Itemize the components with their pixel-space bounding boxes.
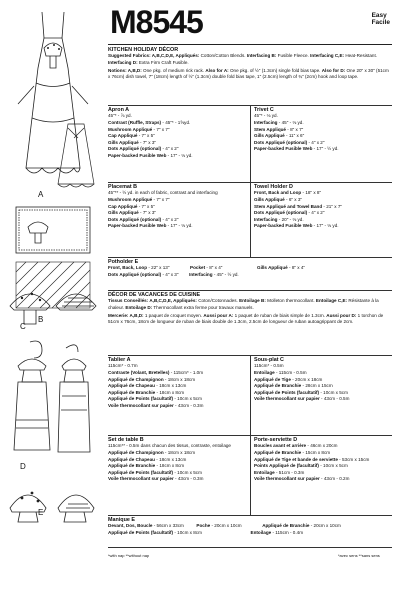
sous-plat-c-title: Sous-plat C xyxy=(254,357,284,363)
manique-e-section xyxy=(108,517,394,537)
yardage-line: 115cm* - 0.5m xyxy=(254,363,284,369)
set-de-table-b-title: Set de table B xyxy=(108,437,144,443)
trivet-c-title: Trivet C xyxy=(254,107,274,113)
yardage-line: Appliqué de Points (facultatif) - 10cm x 5cm xyxy=(108,396,202,402)
trivet-c-section xyxy=(254,107,394,153)
yardage-line: Appliqué de Tige - 20cm x 18cm xyxy=(254,376,323,382)
header-rule xyxy=(108,44,392,45)
yardage-line: Appliqué de Champignon - 18cm x 18cm xyxy=(108,450,196,455)
decor-tissus: Tissus Conseillés: A,B,C,D,E, Appliqués: Coton/Cotonnades. Entoilage B: Molleton thermocollant. Entoilage C,E: Résistante à la chaleur. Entoilage D: Thermocollant extra ferme pour travaux manuels. xyxy=(108,298,379,310)
column-divider xyxy=(250,105,251,257)
yardage-line: Gills Appliqué - 7" x 3" xyxy=(108,139,157,145)
apron-a-section xyxy=(108,107,248,159)
yardage-line: Dots Appliqué (optional) - 4" x 2" xyxy=(254,210,325,216)
sous-plat-c-section xyxy=(254,357,394,403)
yardage-line: Cap Appliqué - 7" x 5" xyxy=(108,203,155,209)
yardage-line: Gills Appliqué - 11" x 6" xyxy=(254,133,305,139)
decor-section xyxy=(108,292,392,326)
towel-holder-d-section xyxy=(254,184,394,230)
divider xyxy=(108,290,392,291)
yardage-line: Voile thermocollant sur papier - 43cm - 0.2m xyxy=(254,476,350,482)
kitchen-title: KITCHEN HOLIDAY DÉCOR xyxy=(108,47,179,53)
divider xyxy=(108,547,392,548)
yardage-line: Dots Appliqué (optional) - 4" x 2" xyxy=(108,216,179,222)
placemat-b-title: Placemat B xyxy=(108,184,138,190)
illustration-column xyxy=(0,0,105,600)
figure-label-c: C xyxy=(20,322,26,331)
footnote-en: *with nap **without nap xyxy=(108,553,150,558)
yardage-line: Appliqué de Points (facultatif) - 10cm x 5cm xyxy=(254,389,348,395)
yardage-line: Gills Appliqué - 7" x 3" xyxy=(108,210,157,216)
level-en: Easy xyxy=(371,12,387,19)
skill-level xyxy=(372,12,390,27)
yardage-line: Interfacing - 45" - ⅛ yd. xyxy=(254,120,304,125)
text-column xyxy=(108,0,396,600)
porte-serviette-d-section xyxy=(254,437,394,483)
potholder-e-title: Potholder E xyxy=(108,259,139,265)
decor-mercerie: Mercerie: A,B,D: 1 paquet de croquet moyen. Aussi pour A: 1 paquet de ruban de biais simple de 1.3cm. Aussi pour D: 1 torchon de 51cm x 76cm, 18cm de longueur de ruban de biais double de 1.3cm, 2.5cm de longueur de ruban autoagrippant de 2cm. xyxy=(108,312,384,325)
manique-e-title: Manique E xyxy=(108,517,135,523)
yardage-line: Contraste (Volant, Bretelles) - 115cm* - 1.0m xyxy=(108,370,204,375)
yardage-line: Points Appliqué de (facultatif) - 10cm x 5cm xyxy=(254,463,348,469)
apron-back-illustration xyxy=(52,120,100,190)
figure-label-b: B xyxy=(38,315,44,324)
yardage-line: 45"* - ⅛ yd. xyxy=(254,113,278,119)
kitchen-fabrics: Suggested Fabrics: A,B,C,D,E, Appliqués: Cotton/Cotton Blends. Interfacing B: Fusible Fleece. Interfacing C,E: Heat-Resistant. Interfacing D: Extra Firm Craft Fusible. xyxy=(108,53,377,65)
manique-row-1: Devant, Dos, Boucle - 56cm x 33cm Poche - 20cm x 10cm Appliqué de Branchie - 20cm x 10cm xyxy=(108,523,341,529)
yardage-line: 45"** - ½ yd. in each of fabric, contrast and interfacing xyxy=(108,190,218,196)
yardage-line: Appliqué de Champignon - 18cm x 18cm xyxy=(108,376,196,382)
apron-a-title: Apron A xyxy=(108,107,130,113)
yardage-line: Mushroom Appliqué - 7" x 7" xyxy=(108,126,170,132)
yardage-line: Paper-backed Fusible Web - 17" - ½ yd. xyxy=(254,146,339,152)
potholder-row-1: Front, Back, Loop - 22" x 13" Pocket - 8" x 4" Gills Appliqué - 8" x 4" xyxy=(108,265,306,271)
yardage-line: 115cm** - 0.5m dans chacun des tissus, contraste, entoilage xyxy=(108,443,231,449)
yardage-line: Dots Appliqué (optional) - 4" x 2" xyxy=(108,146,179,152)
manique-row-2: Appliqué de Points (facultatif) - 10cm x 8cm Entoilage - 115cm - 0.4m xyxy=(108,530,304,535)
potholder-row-2: Dots Appliqué (optional) - 4" x 3" Interfacing - 45" - ½ yd. xyxy=(108,272,239,277)
yardage-line: Appliqué de Tige et bande de serviette - 53cm x 15cm xyxy=(254,456,370,462)
potholder-illustration xyxy=(6,478,100,524)
yardage-line: Cap Appliqué - 7" x 5" xyxy=(108,133,155,139)
yardage-line: Gills Appliqué - 6" x 3" xyxy=(254,197,303,202)
figure-label-a: A xyxy=(38,190,44,199)
set-de-table-b-section xyxy=(108,437,248,483)
yardage-line: Appliqué de Points (facultatif) - 10cm x 5cm xyxy=(108,469,202,475)
yardage-line: 45"* - ⅞ yd. xyxy=(108,113,132,119)
yardage-line: Stem Appliqué - 8" x 7" xyxy=(254,126,304,132)
yardage-line: Appliqué de Branchie - 18cm x 8cm xyxy=(108,389,185,395)
yardage-line: Appliqué de Branchie - 15cm x 8cm xyxy=(254,450,331,455)
divider xyxy=(108,257,392,258)
yardage-line: Appliqué de Branchie - 18cm x 8cm xyxy=(108,463,185,469)
yardage-line: Front, Back and Loop - 18" x 8" xyxy=(254,190,322,196)
porte-serviette-d-title: Porte-serviette D xyxy=(254,437,298,443)
divider xyxy=(108,182,392,183)
yardage-line: Stem Appliqué and Towel Band - 21" x 7" xyxy=(254,203,343,209)
yardage-line: Appliqué de Chapeau - 18cm x 13cm xyxy=(108,383,187,389)
placemat-b-section xyxy=(108,184,248,230)
yardage-line: Appliqué de Chapeau - 18cm x 13cm xyxy=(108,456,187,462)
yardage-line: Contrast (Ruffle, Straps) - 45"* - 1⅝yd. xyxy=(108,120,191,125)
level-fr: Facile xyxy=(371,19,390,27)
kitchen-section xyxy=(108,47,392,81)
yardage-line: Entoilage - 51cm - 0.3m xyxy=(254,469,305,475)
yardage-line: Voile thermocollant sur papier - 43cm - 0.5m xyxy=(254,396,350,402)
yardage-line: Interfacing - 20" - ⅛ yd. xyxy=(254,216,304,222)
yardage-line: Voile thermocollant sur papier - 43cm - 0.3m xyxy=(108,402,204,408)
yardage-line: Paper-backed Fusible Web - 17" - ⅛ yd. xyxy=(254,223,339,229)
potholder-e-section xyxy=(108,259,394,279)
tablier-a-title: Tablier A xyxy=(108,357,131,363)
divider xyxy=(108,515,392,516)
decor-title: DÉCOR DE VACANCES DE CUISINE xyxy=(108,292,201,298)
trivet-illustration xyxy=(6,278,100,328)
towel-holder-illustration xyxy=(8,340,100,460)
pattern-number: M8545 xyxy=(110,4,203,40)
yardage-line: Paper-backed Fusible Web - 17" - ⅛ yd. xyxy=(108,152,193,158)
divider xyxy=(108,435,392,436)
yardage-line: Appliqué de Branchie - 28cm x 15cm xyxy=(254,383,333,389)
yardage-line: Boucles avant et arrière - 46cm x 20cm xyxy=(254,443,338,449)
figure-label-d: D xyxy=(20,462,26,471)
footnote-fr: *avec sens **sans sens xyxy=(338,553,380,558)
towel-holder-d-title: Towel Holder D xyxy=(254,184,293,190)
kitchen-notions: Notions: A,B,D: One pkg. of medium rick rack. Also for A: One pkg. of ½" (1.3cm) single fold bias tape. Also for D: One 20" x 30" (51cm x 76cm) dish towel, 7" (18cm) length of ½" (1.3cm) double fold bias tape, 1" (2.5cm) length of ¾" (2cm) hook and loop tape. xyxy=(108,67,389,80)
yardage-line: Paper-backed Fusible Web - 17" - ⅛ yd. xyxy=(108,223,193,229)
tablier-a-section xyxy=(108,357,248,409)
placemat-illustration xyxy=(14,205,92,255)
yardage-line: 115cm* - 0.7m xyxy=(108,363,138,369)
yardage-line: Voile thermocollant sur papier - 43cm - 0.3m xyxy=(108,476,204,482)
yardage-line: Mushroom Appliqué - 7" x 7" xyxy=(108,197,170,202)
header xyxy=(108,0,396,48)
figure-label-e: E xyxy=(38,508,44,517)
yardage-line: Dots Appliqué (optional) - 4" x 2" xyxy=(254,139,325,145)
yardage-line: Entoilage - 115cm - 0.5m xyxy=(254,370,307,375)
